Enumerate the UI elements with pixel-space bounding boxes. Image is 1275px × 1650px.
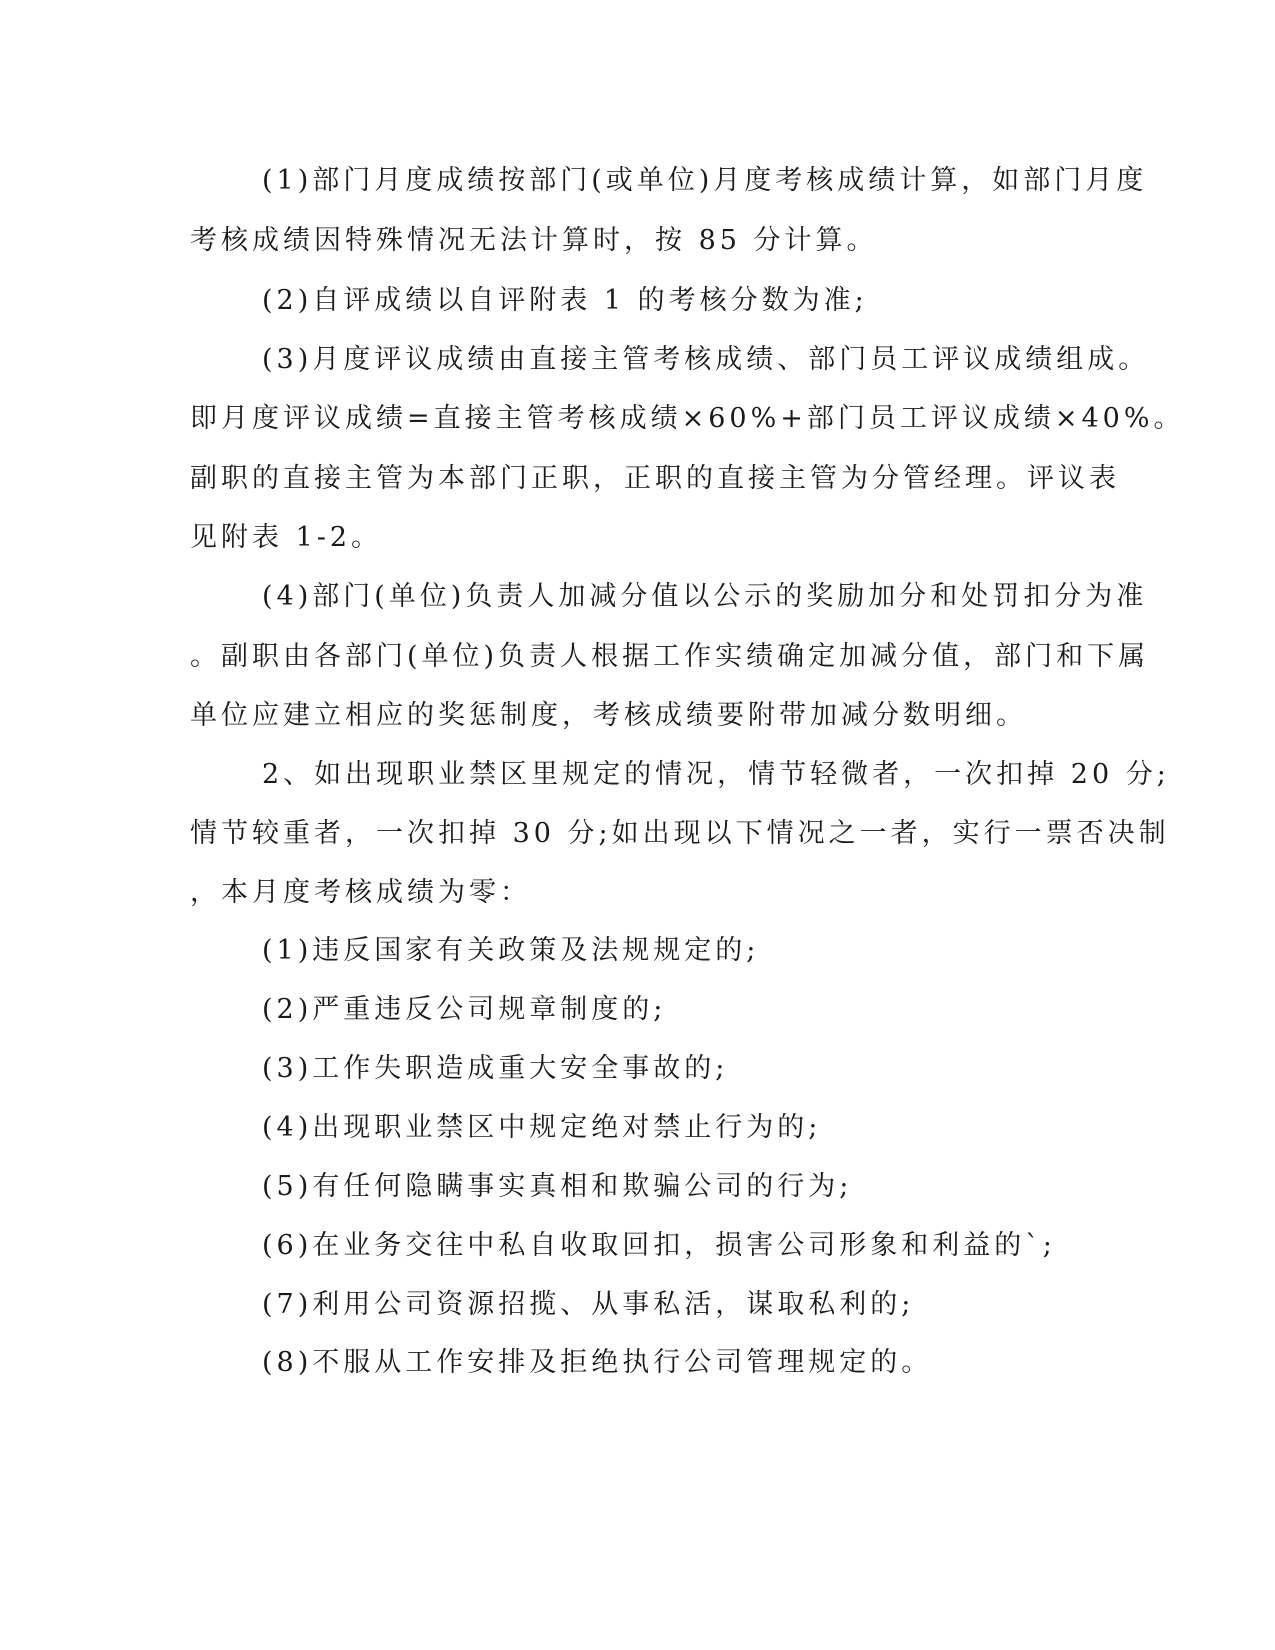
text-line: (2)严重违反公司规章制度的;: [262, 994, 667, 1025]
text-line: 即月度评议成绩=直接主管考核成绩×60%+部门员工评议成绩×40%。: [190, 403, 1185, 434]
text-line: (2)自评成绩以自评附表 1 的考核分数为准;: [262, 285, 868, 316]
text-line: 考核成绩因特殊情况无法计算时，按 85 分计算。: [190, 225, 878, 256]
text-line: 2、如出现职业禁区里规定的情况，情节轻微者，一次扣掉 20 分;: [262, 759, 1170, 790]
text-line: (1)部门月度成绩按部门(或单位)月度考核成绩计算，如部门月度: [262, 165, 1148, 196]
text-line: 见附表 1-2。: [190, 522, 383, 553]
text-line: (7)利用公司资源招揽、从事私活，谋取私利的;: [262, 1289, 915, 1320]
text-line: (5)有任何隐瞒事实真相和欺骗公司的行为;: [262, 1171, 853, 1202]
text-line: (4)出现职业禁区中规定绝对禁止行为的;: [262, 1112, 822, 1143]
text-line: ，本月度考核成绩为零：: [190, 877, 531, 908]
text-line: 单位应建立相应的奖惩制度，考核成绩要附带加减分数明细。: [190, 700, 1027, 731]
text-line: (6)在业务交往中私自收取回扣，损害公司形象和利益的`;: [262, 1230, 1056, 1261]
text-line: (1)违反国家有关政策及法规规定的;: [262, 935, 760, 966]
text-line: (8)不服从工作安排及拒绝执行公司管理规定的。: [262, 1347, 933, 1378]
text-line: (4)部门(单位)负责人加减分值以公示的奖励加分和处罚扣分为准: [262, 581, 1148, 612]
text-line: 。副职由各部门(单位)负责人根据工作实绩确定加减分值，部门和下属: [190, 641, 1150, 672]
text-line: (3)工作失职造成重大安全事故的;: [262, 1053, 729, 1084]
text-line: (3)月度评议成绩由直接主管考核成绩、部门员工评议成绩组成。: [262, 344, 1150, 375]
text-line: 副职的直接主管为本部门正职，正职的直接主管为分管经理。评议表: [190, 463, 1120, 494]
text-line: 情节较重者，一次扣掉 30 分;如出现以下情况之一者，实行一票否决制: [190, 818, 1170, 849]
